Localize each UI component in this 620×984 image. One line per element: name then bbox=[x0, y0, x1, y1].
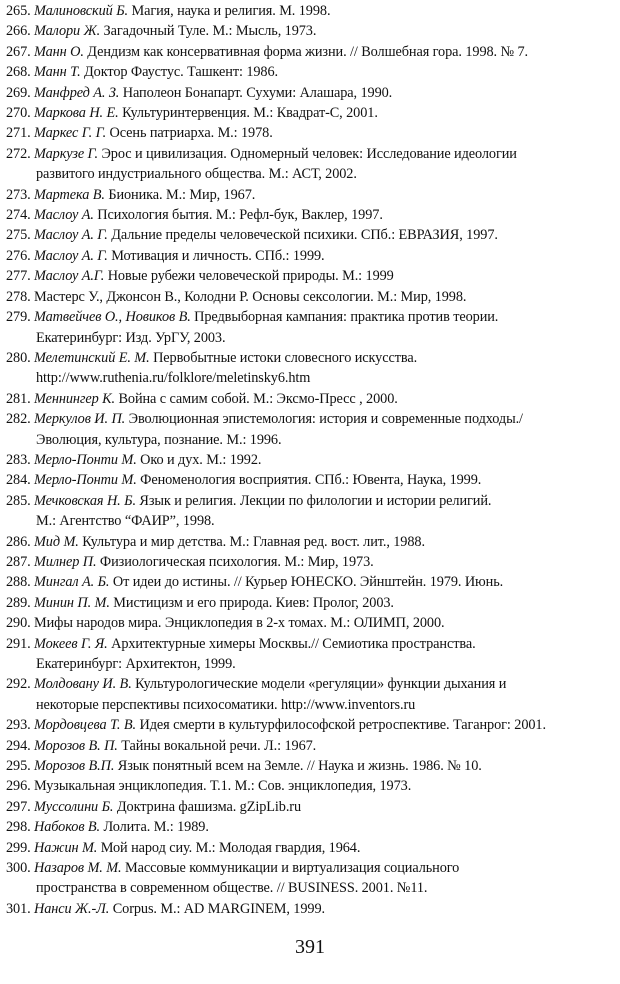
entry-first-line bbox=[34, 491, 614, 511]
entry-first-line bbox=[34, 42, 614, 62]
bibliography-entry bbox=[6, 42, 614, 62]
entry-author: Маслоу А. Г. bbox=[34, 247, 108, 264]
entry-number: 265. bbox=[6, 3, 31, 19]
entry-first-line bbox=[34, 613, 614, 633]
entry-author: Мелетинский Е. М. bbox=[34, 349, 150, 366]
entry-continuation-line bbox=[34, 878, 614, 898]
entry-text: Доктрина фашизма. gZipLib.ru bbox=[113, 798, 302, 815]
entry-number: 285. bbox=[6, 492, 31, 509]
entry-text: Екатеринбург: Изд. УрГУ, 2003. bbox=[36, 329, 226, 346]
entry-text: Екатеринбург: Архитектон, 1999. bbox=[36, 656, 236, 672]
bibliography-entry bbox=[6, 572, 614, 592]
entry-number: 296. bbox=[6, 778, 31, 795]
entry-text: Мистицизм и его природа. Киев: Пролог, 2003. bbox=[109, 594, 394, 611]
entry-text: От идеи до истины. // Курьер ЮНЕСКО. Эйнштейн. 1979. Июнь. bbox=[109, 574, 504, 591]
entry-number: 284. bbox=[6, 472, 31, 489]
entry-number: 290. bbox=[6, 615, 31, 632]
entry-first-line bbox=[34, 634, 614, 654]
entry-text: Дальние пределы человеческой психики. СПб.: ЕВРАЗИЯ, 1997. bbox=[107, 227, 498, 244]
entry-text: Культуринтервенция. М.: Квадрат-С, 2001. bbox=[118, 105, 378, 122]
entry-text: Первобытные истоки словесного искусства. bbox=[149, 349, 418, 366]
entry-number: 278. bbox=[6, 288, 31, 305]
entry-first-line bbox=[34, 225, 614, 245]
entry-first-line bbox=[34, 674, 614, 694]
entry-text: Загадочный Туле. М.: Мысль, 1973. bbox=[100, 23, 317, 40]
entry-text: Феноменология восприятия. СПб.: Ювента, Наука, 1999. bbox=[136, 472, 482, 489]
entry-number: 286. bbox=[6, 533, 31, 550]
entry-author: Маркова Н. Е. bbox=[34, 105, 119, 122]
entry-first-line bbox=[34, 21, 614, 41]
entry-text: Доктор Фаустус. Ташкент: 1986. bbox=[80, 64, 279, 81]
entry-text: Музыкальная энциклопедия. Т.1. М.: Сов. энциклопедия, 1973. bbox=[34, 778, 412, 795]
entry-text: Предвыборная кампания: практика против теории. bbox=[190, 309, 499, 326]
entry-text: Язык и религия. Лекции по филологии и истории религий. bbox=[135, 492, 492, 509]
entry-text: Мифы народов мира. Энциклопедия в 2-х томах. М.: ОЛИМП, 2000. bbox=[34, 615, 445, 632]
entry-first-line bbox=[34, 756, 614, 776]
entry-number: 266. bbox=[6, 23, 31, 40]
entry-first-line bbox=[34, 470, 614, 490]
bibliography-list bbox=[6, 1, 614, 919]
entry-continuation-line bbox=[34, 430, 614, 450]
entry-author: Мерло-Понти М. bbox=[34, 451, 137, 468]
entry-author: Мид М. bbox=[34, 533, 79, 550]
entry-text: Физиологическая психология. М.: Мир, 1973. bbox=[96, 553, 374, 570]
entry-author: Манфред А. З. bbox=[34, 84, 120, 101]
entry-number: 275. bbox=[6, 227, 31, 244]
entry-number: 274. bbox=[6, 207, 31, 224]
bibliography-entry bbox=[6, 776, 614, 796]
bibliography-entry bbox=[6, 817, 614, 837]
entry-text: Эволюционная эпистемология: история и современные подходы./ bbox=[125, 411, 523, 428]
entry-text: развитого индустриального общества. М.: АСТ, 2002. bbox=[36, 166, 357, 183]
entry-text: Эрос и цивилизация. Одномерный человек: Исследование идеологии bbox=[97, 145, 517, 162]
entry-text: Идея смерти в культурфилософской ретроспективе. Таганрог: 2001. bbox=[136, 717, 546, 734]
entry-author: Маслоу А.Г. bbox=[34, 268, 105, 285]
entry-author: Матвейчев О., Новиков В. bbox=[34, 309, 191, 326]
entry-text: Архитектурные химеры Москвы.// Семиотика пространства. bbox=[107, 635, 476, 652]
entry-author: Мечковская Н. Б. bbox=[34, 492, 136, 509]
bibliography-entry bbox=[6, 287, 614, 307]
entry-first-line bbox=[34, 144, 614, 164]
entry-first-line bbox=[34, 552, 614, 572]
entry-text: некоторые перспективы психосоматики. http://www.inventors.ru bbox=[36, 696, 416, 713]
entry-first-line bbox=[34, 389, 614, 409]
bibliography-entry bbox=[6, 634, 614, 675]
entry-first-line bbox=[34, 246, 614, 266]
entry-author: Молдовану И. В. bbox=[34, 676, 132, 693]
entry-first-line bbox=[34, 858, 614, 878]
entry-text: пространства в современном обществе. // BUSINESS. 2001. №11. bbox=[36, 880, 428, 897]
bibliography-entry bbox=[6, 307, 614, 348]
entry-number: 300. bbox=[6, 860, 31, 877]
entry-author: Меннингер К. bbox=[34, 390, 115, 407]
bibliography-entry bbox=[6, 736, 614, 756]
entry-author: Маркузе Г. bbox=[34, 145, 98, 162]
bibliography-entry bbox=[6, 409, 614, 450]
entry-number: 288. bbox=[6, 574, 31, 591]
entry-author: Меркулов И. П. bbox=[34, 411, 126, 428]
entry-first-line bbox=[34, 838, 614, 858]
entry-first-line bbox=[34, 899, 614, 919]
bibliography-entry bbox=[6, 552, 614, 572]
bibliography-entry bbox=[6, 83, 614, 103]
entry-first-line bbox=[34, 776, 614, 796]
bibliography-entry bbox=[6, 715, 614, 735]
entry-author: Муссолини Б. bbox=[34, 798, 114, 815]
entry-author: Маслоу А. bbox=[34, 207, 94, 224]
bibliography-entry bbox=[6, 266, 614, 286]
entry-first-line bbox=[34, 715, 614, 735]
entry-continuation-line bbox=[34, 695, 614, 715]
bibliography-entry bbox=[6, 470, 614, 490]
entry-author: Мартека В. bbox=[34, 186, 105, 203]
entry-author: Нажин М. bbox=[34, 839, 98, 856]
entry-continuation-line bbox=[34, 511, 614, 531]
entry-first-line bbox=[34, 797, 614, 817]
entry-continuation-line bbox=[34, 164, 614, 184]
entry-text: Лолита. М.: 1989. bbox=[100, 819, 209, 836]
entry-number: 301. bbox=[6, 900, 31, 917]
bibliography-entry bbox=[6, 899, 614, 919]
entry-number: 276. bbox=[6, 247, 31, 264]
entry-author: Малиновский Б. bbox=[34, 3, 129, 19]
entry-first-line bbox=[34, 736, 614, 756]
entry-first-line bbox=[34, 287, 614, 307]
entry-author: Милнер П. bbox=[34, 553, 97, 570]
entry-text: Corpus. М.: AD MARGINEM, 1999. bbox=[109, 900, 325, 917]
entry-author: Маслоу А. Г. bbox=[34, 227, 108, 244]
bibliography-entry bbox=[6, 123, 614, 143]
entry-first-line bbox=[34, 307, 614, 327]
entry-first-line bbox=[34, 348, 614, 368]
entry-number: 295. bbox=[6, 758, 31, 775]
entry-first-line bbox=[34, 450, 614, 470]
entry-number: 283. bbox=[6, 451, 31, 468]
entry-text: Дендизм как консервативная форма жизни. // Волшебная гора. 1998. № 7. bbox=[83, 43, 529, 60]
entry-author: Мордовцева Т. В. bbox=[34, 717, 136, 734]
bibliography-entry bbox=[6, 858, 614, 899]
entry-number: 294. bbox=[6, 737, 31, 754]
entry-number: 277. bbox=[6, 268, 31, 285]
entry-text: Язык понятный всем на Земле. // Наука и жизнь. 1986. № 10. bbox=[114, 758, 482, 775]
bibliography-entry bbox=[6, 21, 614, 41]
bibliography-entry bbox=[6, 205, 614, 225]
entry-text: Магия, наука и религия. М. 1998. bbox=[128, 3, 331, 19]
entry-text: Мой народ сиу. М.: Молодая гвардия, 1964. bbox=[97, 839, 361, 856]
entry-text: Око и дух. М.: 1992. bbox=[136, 451, 262, 468]
entry-number: 297. bbox=[6, 798, 31, 815]
bibliography-entry bbox=[6, 613, 614, 633]
entry-text: Осень патриарха. М.: 1978. bbox=[106, 125, 273, 142]
entry-number: 299. bbox=[6, 839, 31, 856]
bibliography-entry bbox=[6, 389, 614, 409]
entry-author: Морозов В.П. bbox=[34, 758, 115, 775]
entry-first-line bbox=[34, 103, 614, 123]
entry-first-line bbox=[34, 62, 614, 82]
bibliography-entry bbox=[6, 246, 614, 266]
entry-first-line bbox=[34, 817, 614, 837]
entry-author: Минин П. М. bbox=[34, 594, 110, 611]
entry-author: Малори Ж. bbox=[34, 23, 101, 40]
entry-first-line bbox=[34, 266, 614, 286]
entry-text: Психология бытия. М.: Рефл-бук, Ваклер, 1997. bbox=[93, 207, 383, 224]
entry-number: 287. bbox=[6, 553, 31, 570]
entry-author: Назаров М. М. bbox=[34, 860, 122, 877]
entry-text: М.: Агентство “ФАИР”, 1998. bbox=[36, 513, 215, 530]
entry-author: Нанси Ж.-Л. bbox=[34, 900, 110, 917]
bibliography-entry bbox=[6, 674, 614, 715]
bibliography-entry bbox=[6, 756, 614, 776]
bibliography-entry bbox=[6, 491, 614, 532]
entry-first-line bbox=[34, 532, 614, 552]
entry-text: Мотивация и личность. СПб.: 1999. bbox=[107, 247, 325, 264]
bibliography-entry bbox=[6, 450, 614, 470]
entry-number: 273. bbox=[6, 186, 31, 203]
page-number: 391 bbox=[295, 936, 325, 958]
entry-number: 281. bbox=[6, 390, 31, 407]
bibliography-entry bbox=[6, 1, 614, 21]
bibliography-entry bbox=[6, 62, 614, 82]
entry-number: 269. bbox=[6, 84, 31, 101]
entry-text: Культурологические модели «регуляции» функции дыхания и bbox=[131, 676, 507, 693]
entry-number: 282. bbox=[6, 411, 31, 428]
entry-continuation-line bbox=[34, 368, 614, 388]
entry-text: Эволюция, культура, познание. М.: 1996. bbox=[36, 431, 282, 448]
bibliography-entry bbox=[6, 838, 614, 858]
bibliography-entry bbox=[6, 185, 614, 205]
bibliography-entry bbox=[6, 593, 614, 613]
entry-first-line bbox=[34, 409, 614, 429]
entry-first-line bbox=[34, 205, 614, 225]
entry-author: Морозов В. П. bbox=[34, 737, 118, 754]
entry-number: 292. bbox=[6, 676, 31, 693]
entry-text: Массовые коммуникации и виртуализация социального bbox=[121, 860, 460, 877]
entry-text: Новые рубежи человеческой природы. М.: 1999 bbox=[104, 268, 394, 285]
entry-text: Война с самим собой. М.: Эксмо-Пресс , 2000. bbox=[115, 390, 398, 407]
entry-author: Манн О. bbox=[34, 43, 84, 60]
bibliography-entry bbox=[6, 532, 614, 552]
bibliography-entry bbox=[6, 144, 614, 185]
bibliography-entry bbox=[6, 103, 614, 123]
entry-first-line bbox=[34, 572, 614, 592]
entry-first-line bbox=[34, 83, 614, 103]
entry-text: Бионика. М.: Мир, 1967. bbox=[104, 186, 256, 203]
entry-number: 298. bbox=[6, 819, 31, 836]
entry-text: Мастерс У., Джонсон В., Колодни Р. Основы сексологии. М.: Мир, 1998. bbox=[34, 288, 467, 305]
entry-author: Набоков В. bbox=[34, 819, 101, 836]
entry-number: 271. bbox=[6, 125, 31, 142]
entry-text: http://www.ruthenia.ru/folklore/meletinsky6.htm bbox=[36, 370, 311, 387]
entry-number: 291. bbox=[6, 635, 31, 652]
entry-author: Маркес Г. Г. bbox=[34, 125, 107, 142]
entry-first-line bbox=[34, 123, 614, 143]
entry-author: Мерло-Понти М. bbox=[34, 472, 137, 489]
entry-number: 267. bbox=[6, 43, 31, 60]
entry-first-line bbox=[34, 185, 614, 205]
entry-number: 293. bbox=[6, 717, 31, 734]
entry-text: Наполеон Бонапарт. Сухуми: Алашара, 1990. bbox=[119, 84, 393, 101]
bibliography-entry bbox=[6, 797, 614, 817]
entry-number: 272. bbox=[6, 145, 31, 162]
entry-number: 280. bbox=[6, 349, 31, 366]
entry-text: Культура и мир детства. М.: Главная ред. вост. лит., 1988. bbox=[78, 533, 425, 550]
entry-author: Манн Т. bbox=[34, 64, 81, 81]
entry-number: 279. bbox=[6, 309, 31, 326]
entry-first-line bbox=[34, 1, 614, 21]
entry-continuation-line bbox=[34, 654, 614, 674]
entry-text: Тайны вокальной речи. Л.: 1967. bbox=[117, 737, 317, 754]
bibliography-entry bbox=[6, 225, 614, 245]
entry-number: 270. bbox=[6, 105, 31, 122]
entry-first-line bbox=[34, 593, 614, 613]
entry-number: 268. bbox=[6, 64, 31, 81]
entry-continuation-line bbox=[34, 328, 614, 348]
entry-author: Мокеев Г. Я. bbox=[34, 635, 108, 652]
entry-author: Мингал А. Б. bbox=[34, 574, 110, 591]
entry-number: 289. bbox=[6, 594, 31, 611]
bibliography-entry bbox=[6, 348, 614, 389]
